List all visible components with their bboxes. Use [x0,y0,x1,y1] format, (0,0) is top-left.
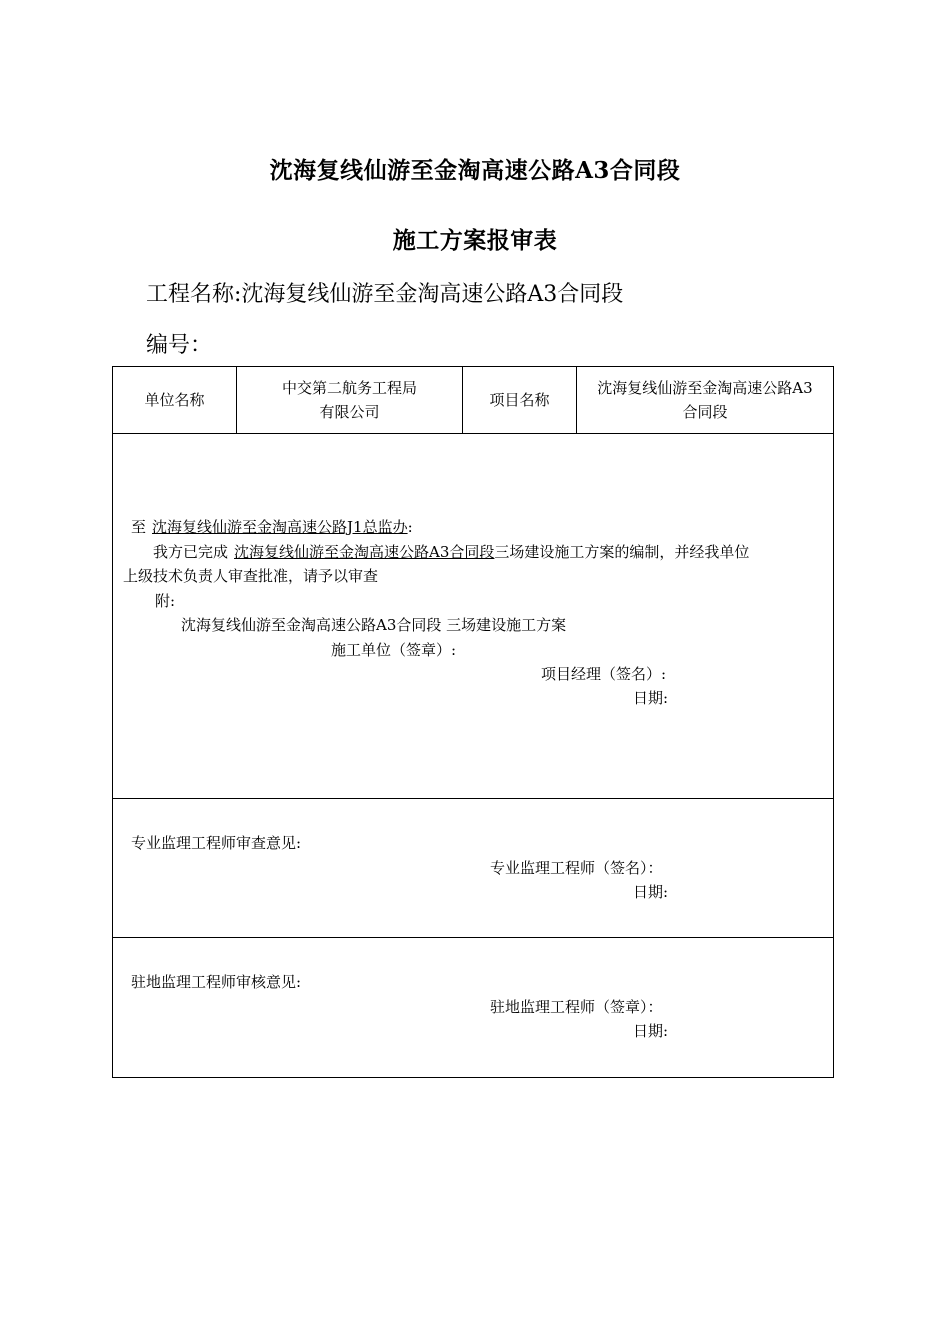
body-line-2: 上级技术负责人审查批准，请予以审查 [123,567,379,585]
project-value-line2: 合同段 [682,403,728,421]
project-label-cell [463,367,577,433]
engineer-opinion-label: 专业监理工程师审查意见: [131,834,302,852]
resident-signature: 驻地监理工程师（签章）： [490,998,663,1016]
resident-opinion-label: 驻地监理工程师审核意见: [131,973,302,991]
unit-value-line1: 中交第二航务工程局 [281,379,417,397]
document-title: 沈海复线仙游至金淘高速公路A3合同段 [269,157,681,184]
engineer-review-section [113,799,833,938]
number-label: 编号： [146,333,213,358]
project-value-cell [577,367,833,433]
header-row [113,367,833,434]
resident-review-section [113,938,833,1077]
project-label: 项目名称 [489,391,550,409]
attachment-label: 附: [155,592,176,610]
unit-label-cell [113,367,237,433]
attachment-item: 沈海复线仙游至金淘高速公路A3合同段 三场建设施工方案 [181,616,567,634]
engineer-signature: 专业监理工程师（签名）： [490,859,663,877]
body-project-name: 沈海复线仙游至金淘高速公路A3合同段 [234,543,495,561]
project-name-line: 工程名称:沈海复线仙游至金淘高速公路A3合同段 [146,282,624,307]
addressee-name: 沈海复线仙游至金淘高速公路J1总监办 [152,518,408,536]
review-form-table [112,366,834,1078]
contractor-signature: 施工单位（签章）: [331,641,457,659]
submission-date: 日期: [633,689,669,707]
resident-date: 日期: [633,1022,669,1040]
project-manager-signature: 项目经理（签名）: [541,665,667,683]
addressee-line: 至 沈海复线仙游至金淘高速公路J1总监办: [131,518,413,536]
submission-section [113,434,833,799]
unit-label: 单位名称 [144,391,205,409]
body-line-1: 我方已完成 沈海复线仙游至金淘高速公路A3合同段三场建设施工方案的编制，并经我单位 [153,543,750,561]
unit-value-line2: 有限公司 [319,403,380,421]
project-value-line1: 沈海复线仙游至金淘高速公路A3 [597,379,813,397]
engineer-date: 日期: [633,883,669,901]
form-title: 施工方案报审表 [392,227,558,254]
unit-value-cell [237,367,463,433]
